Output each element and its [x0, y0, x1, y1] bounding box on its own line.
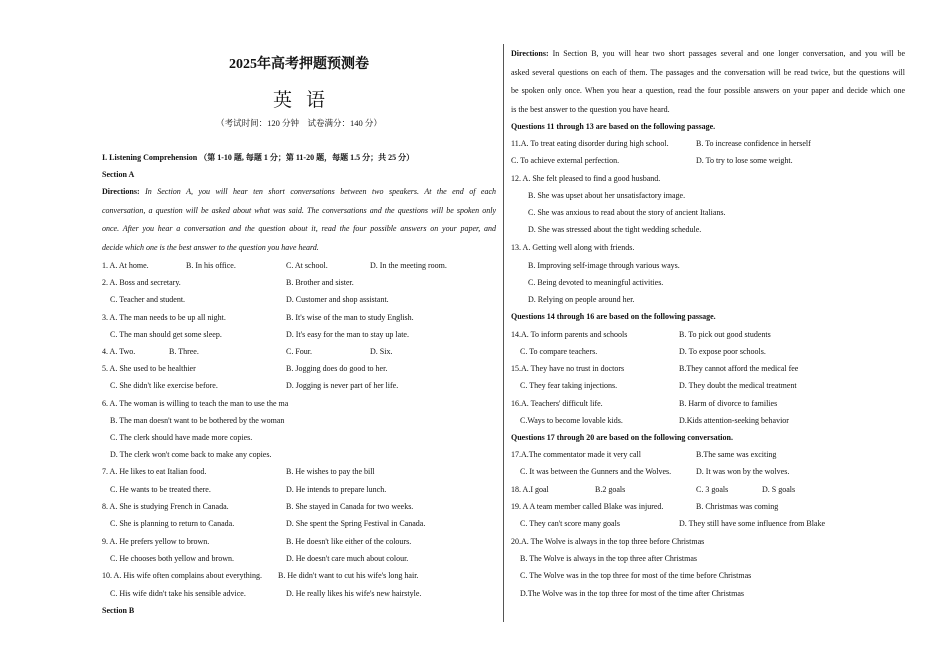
option: 10. A. His wife often complains about everything. — [102, 571, 262, 580]
option: D. Customer and shop assistant. — [286, 295, 389, 304]
option: D. They still have some influence from Blake — [679, 519, 826, 528]
option: D. He really likes his wife's new hairstyle. — [286, 589, 422, 598]
option: B. It's wise of the man to study English. — [286, 313, 414, 322]
option: D. It was won by the wolves. — [696, 467, 790, 476]
group-heading-3: Questions 17 through 20 are based on the following conversation. — [511, 433, 733, 442]
option: 4. A. Two. — [102, 347, 136, 356]
option: C. He wants to be treated there. — [110, 485, 211, 494]
option: B. He doesn't like either of the colours. — [286, 537, 412, 546]
option: D. They doubt the medical treatment — [679, 381, 797, 390]
option: B. She stayed in Canada for two weeks. — [286, 502, 414, 511]
option: B. She was upset about her unsatisfactory image. — [528, 191, 686, 200]
section-b-title: Section B — [102, 606, 135, 615]
option: B. To pick out good students — [679, 330, 771, 339]
option: 9. A. He prefers yellow to brown. — [102, 537, 210, 546]
option: C. She was anxious to read about the story of ancient Italians. — [528, 208, 726, 217]
option: D. To try to lose some weight. — [696, 156, 793, 165]
option: 5. A. She used to be healthier — [102, 364, 196, 373]
option: C. She is planning to return to Canada. — [110, 519, 235, 528]
directions-a-line-1 — [102, 187, 496, 197]
option: C. She didn't like exercise before. — [110, 381, 218, 390]
option: D. Relying on people around her. — [528, 295, 635, 304]
option: 3. A. The man needs to be up all night. — [102, 313, 226, 322]
option: 16.A. Teachers' difficult life. — [511, 399, 603, 408]
option: B.The same was exciting — [696, 450, 777, 459]
directions-b-label: Directions: — [511, 49, 549, 58]
option: D. To expose poor schools. — [679, 347, 766, 356]
exam-title: 2025年高考押题预测卷 — [229, 57, 369, 72]
option: C. They can't score many goals — [520, 519, 620, 528]
option: B. Christmas was coming — [696, 502, 779, 511]
option: C. Four. — [286, 347, 313, 356]
option: 15.A. They have no trust in doctors — [511, 364, 625, 373]
option: B. Improving self-image through various ways. — [528, 261, 680, 270]
option: C. Teacher and student. — [110, 295, 186, 304]
option: C. He chooses both yellow and brown. — [110, 554, 234, 563]
directions-b-line-3: be spoken only once. When you hear a question, read the four possible answers on your paper and decide which one — [511, 86, 905, 95]
option: D. The clerk won't come back to make any copies. — [110, 450, 272, 459]
option: B. In his office. — [186, 261, 236, 270]
option: C. The Wolve was in the top three for most of the time before Christmas — [520, 571, 752, 580]
option: B.2 goals — [595, 485, 626, 494]
option: 14.A. To inform parents and schools — [511, 330, 628, 339]
option: D. Jogging is never part of her life. — [286, 381, 399, 390]
option: C. To compare teachers. — [520, 347, 598, 356]
option: 11.A. To treat eating disorder during high school. — [511, 139, 669, 148]
option: 17.A.The commentator made it very call — [511, 450, 641, 459]
part1-heading: I. Listening Comprehension （第 1-10 题, 每题 1 分；第 11-20 题，每题 1.5 分；共 25 分） — [102, 153, 415, 162]
option: D. She was stressed about the tight wedding schedule. — [528, 225, 702, 234]
option: C. Being devoted to meaningful activities. — [528, 278, 664, 287]
directions-b-line-1 — [511, 49, 905, 59]
directions-a-label: Directions: — [102, 187, 140, 196]
option: 7. A. He likes to eat Italian food. — [102, 467, 207, 476]
option: 1. A. At home. — [102, 261, 149, 270]
option: C.Ways to become lovable kids. — [520, 416, 623, 425]
option: C. It was between the Gunners and the Wolves. — [520, 467, 672, 476]
option: 18. A.I goal — [511, 485, 549, 494]
option: B. Jogging does do good to her. — [286, 364, 388, 373]
option: C. His wife didn't take his sensible advice. — [110, 589, 246, 598]
option: B. Brother and sister. — [286, 278, 354, 287]
option: C. The clerk should have made more copies. — [110, 433, 253, 442]
option: D.Kids attention-seeking behavior — [679, 416, 789, 425]
option: B. The man doesn't want to be bothered by the woman — [110, 416, 285, 425]
option: D. S goals — [762, 485, 796, 494]
option: 12. A. She felt pleased to find a good husband. — [511, 174, 661, 183]
option: 19. A A team member called Blake was injured. — [511, 502, 664, 511]
option: D. She spent the Spring Festival in Canada. — [286, 519, 426, 528]
directions-b-text-1: In Section B, you will hear two short passages several and one longer conversation, and you will be — [552, 49, 906, 58]
option: D. In the meeting room. — [370, 261, 447, 270]
directions-b-line-2: asked several questions on each of them. The passages and the conversation will be read twice, but the questions will — [511, 68, 905, 77]
option: B. He didn't want to cut his wife's long hair. — [278, 571, 419, 580]
option: B. Three. — [169, 347, 199, 356]
option: D. He intends to prepare lunch. — [286, 485, 387, 494]
column-divider — [503, 44, 504, 622]
directions-a-line-3: once. After you hear a conversation and the question about it, read the four possible answers on your paper, and — [102, 224, 496, 233]
option: D. Six. — [370, 347, 393, 356]
group-heading-1: Questions 11 through 13 are based on the following passage. — [511, 122, 716, 131]
option: C. To achieve external perfection. — [511, 156, 620, 165]
option: D. He doesn't care much about colour. — [286, 554, 409, 563]
option: B. The Wolve is always in the top three after Christmas — [520, 554, 698, 563]
section-a-title: Section A — [102, 170, 135, 179]
option: C. 3 goals — [696, 485, 729, 494]
option: D. It's easy for the man to stay up late. — [286, 330, 409, 339]
option: B.They cannot afford the medical fee — [679, 364, 799, 373]
option: D.The Wolve was in the top three for most of the time after Christmas — [520, 589, 745, 598]
subject-title: 英语 — [272, 90, 339, 111]
option: B. He wishes to pay the bill — [286, 467, 375, 476]
option: 13. A. Getting well along with friends. — [511, 243, 635, 252]
directions-a-text-1: In Section A, you will hear ten short conversations between two speakers. At the end of each — [145, 187, 496, 196]
directions-a-line-4: decide which one is the best answer to the question you have heard. — [102, 243, 319, 252]
option: 2. A. Boss and secretary. — [102, 278, 181, 287]
directions-b-line-4: is the best answer to the question you have heard. — [511, 105, 670, 114]
option: B. To increase confidence in herself — [696, 139, 811, 148]
option: 8. A. She is studying French in Canada. — [102, 502, 229, 511]
directions-a-line-2: conversation, a question will be asked about what was said. The conversations and the questions will be spoken only — [102, 206, 496, 215]
option: B. Harm of divorce to families — [679, 399, 778, 408]
exam-info: （考试时间：120 分钟 试卷满分：140 分） — [216, 118, 382, 128]
option: 20.A. The Wolve is always in the top three before Christmas — [511, 537, 705, 546]
option: C. The man should get some sleep. — [110, 330, 222, 339]
option: 6. A. The woman is willing to teach the man to use the ma — [102, 399, 289, 408]
option: C. At school. — [286, 261, 328, 270]
group-heading-2: Questions 14 through 16 are based on the following passage. — [511, 312, 716, 321]
option: C. They fear taking injections. — [520, 381, 618, 390]
